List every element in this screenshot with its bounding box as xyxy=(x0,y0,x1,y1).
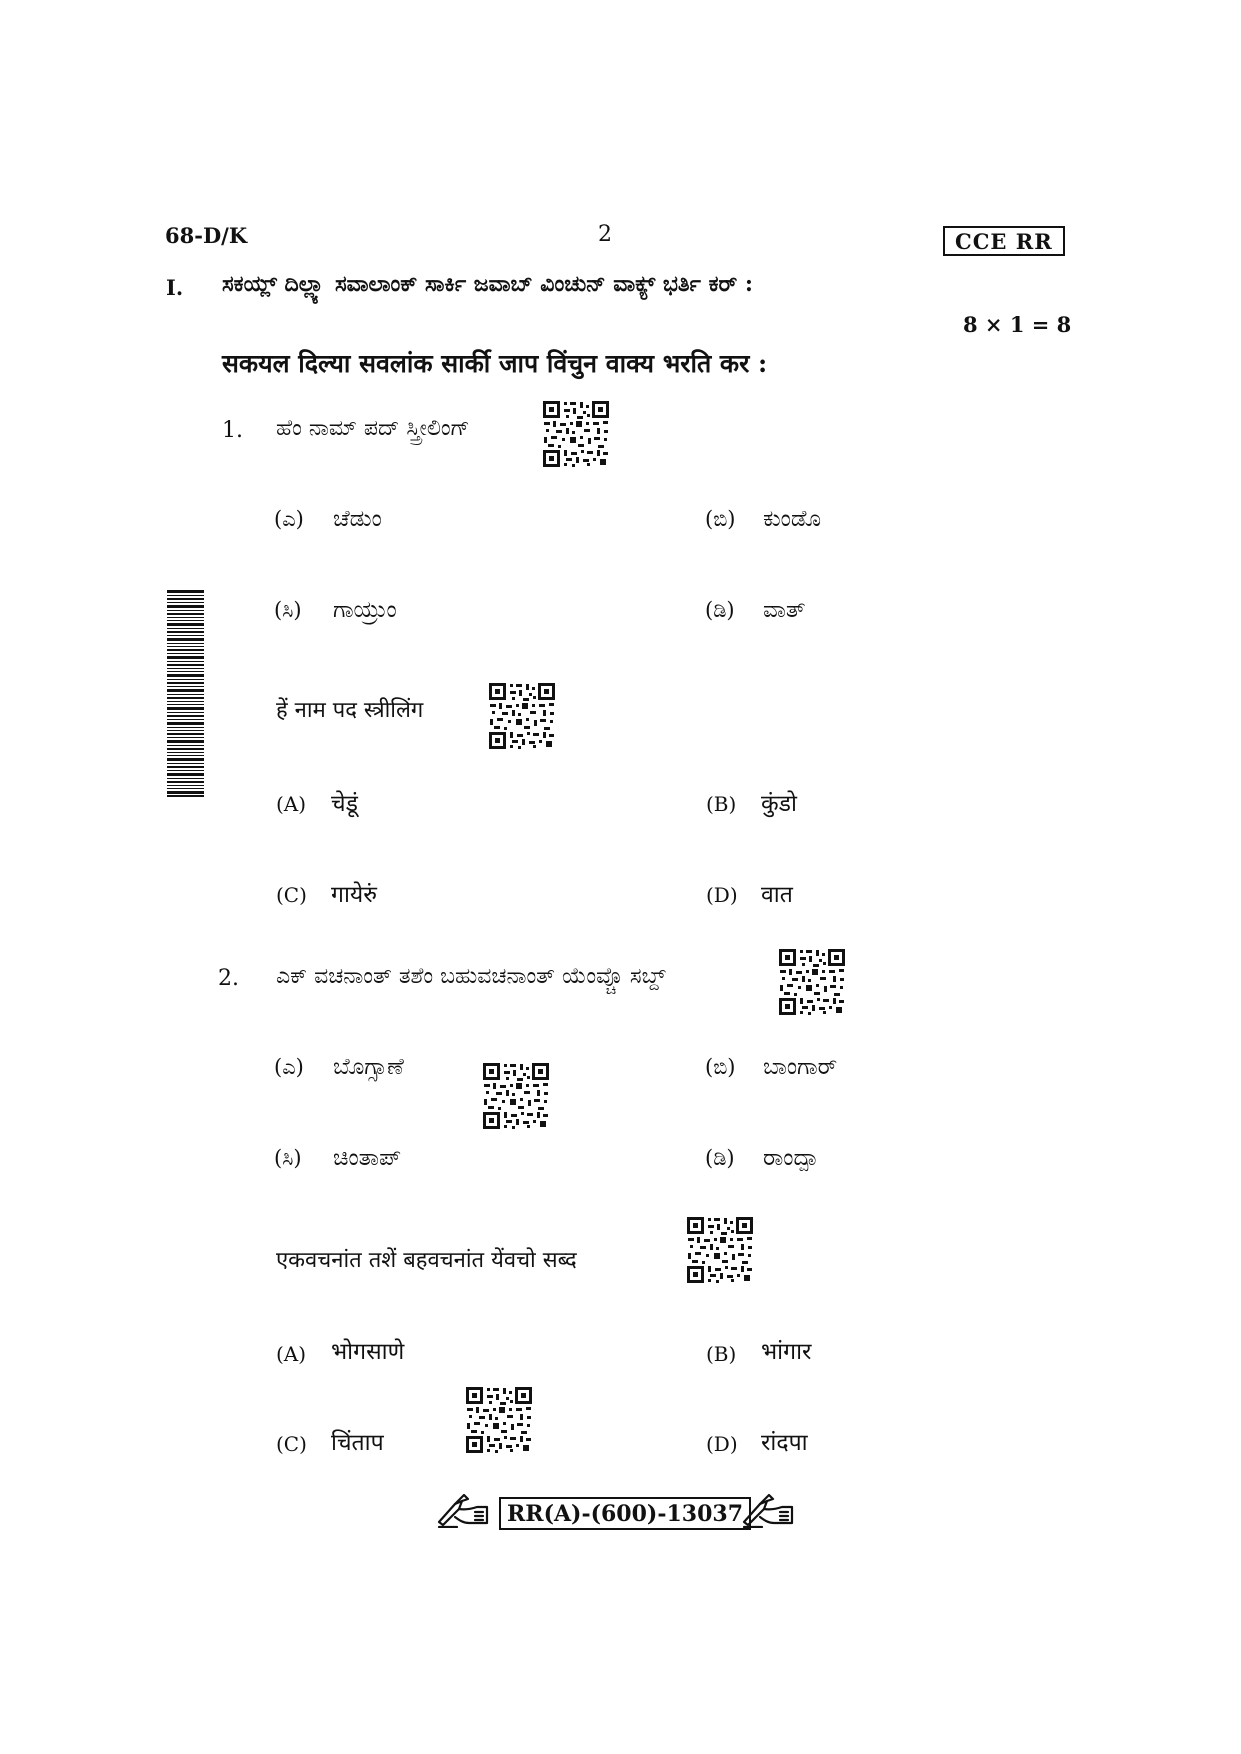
section-instruction-devanagari: सकयल दिल्या सवलांक सार्की जाप विंचुन वाक्य भरति कर : xyxy=(222,349,768,378)
question-2-text-devanagari: एकवचनांत तशें बहवचनांत येंवचो सब्द xyxy=(276,1248,577,1273)
q2-option-b-text: भांगार xyxy=(761,1339,812,1365)
qr-code-icon xyxy=(482,1062,550,1130)
q1-option-b-label: (B) xyxy=(706,792,737,816)
qr-code-icon xyxy=(778,948,846,1016)
exam-code-box: CCE RR xyxy=(943,226,1065,256)
paper-code: 68-D/K xyxy=(165,223,248,248)
q1-option-d-label-kannada: (ಡಿ) xyxy=(705,598,735,622)
q1-option-d-text-kannada: ವಾತ್ xyxy=(763,597,806,623)
qr-code-icon xyxy=(465,1386,533,1454)
writing-hand-icon xyxy=(740,1488,796,1528)
q2-option-d-label: (D) xyxy=(706,1432,738,1456)
section-instruction-kannada: ಸಕಯ್ಲ್ ದಿಲ್ಲ್ಯಾ ಸವಾಲಾಂಕ್ ಸಾರ್ಕಿ ಜವಾಬ್ ವಿಂಚುನ್ ವಾಕ್ಯ್ ಭರ್ತಿ ಕರ್ : xyxy=(222,271,754,297)
q2-option-c-label-kannada: (ಸಿ) xyxy=(274,1146,302,1170)
question-1-number: 1. xyxy=(222,418,243,443)
q1-option-c-text: गायेरुं xyxy=(331,882,377,908)
question-2-number: 2. xyxy=(218,966,239,991)
q2-option-c-text-kannada: ಚಿಂತಾಪ್ xyxy=(333,1145,402,1171)
section-marks: 8 × 1 = 8 xyxy=(963,312,1072,337)
qr-code-icon xyxy=(488,682,556,750)
question-1-text-kannada: ಹೆಂ ನಾಮ್ ಪದ್ ಸ್ತ್ರೀಲಿಂಗ್ xyxy=(276,416,470,441)
q1-option-a-label: (A) xyxy=(276,792,307,816)
q1-option-a-text-kannada: ಚೆಡುಂ xyxy=(333,506,382,532)
question-2-text-kannada: ಎಕ್ ವಚನಾಂತ್ ತಶೆಂ ಬಹುವಚನಾಂತ್ ಯೆಂವ್ಚೊ ಸಬ್ದ್ xyxy=(276,964,666,989)
q2-option-d-text: रांदपा xyxy=(761,1430,808,1456)
q2-option-b-label-kannada: (ಬಿ) xyxy=(705,1055,736,1079)
q1-option-a-text: चेडूं xyxy=(331,791,358,817)
section-number: I. xyxy=(166,275,184,300)
q2-option-a-text-kannada: ಬೊಗ್ಸಾಣೆ xyxy=(333,1054,404,1080)
q1-option-c-label-kannada: (ಸಿ) xyxy=(274,598,302,622)
qr-code-icon xyxy=(542,400,610,468)
q2-option-a-label: (A) xyxy=(276,1342,307,1366)
q1-option-d-label: (D) xyxy=(706,883,738,907)
q1-option-b-label-kannada: (ಬಿ) xyxy=(705,507,736,531)
footer-code-box: RR(A)-(600)-13037 xyxy=(499,1497,751,1530)
q1-option-a-label-kannada: (ಎ) xyxy=(274,507,304,531)
q2-option-b-label: (B) xyxy=(706,1342,737,1366)
q2-option-c-label: (C) xyxy=(276,1432,307,1456)
writing-hand-icon xyxy=(435,1488,491,1528)
page-number: 2 xyxy=(598,222,612,247)
q1-option-b-text: कुंडो xyxy=(761,791,797,817)
q1-option-b-text-kannada: ಕುಂಡೊ xyxy=(763,506,822,532)
q2-option-d-label-kannada: (ಡಿ) xyxy=(705,1146,735,1170)
q2-option-d-text-kannada: ರಾಂದ್ಪಾ xyxy=(763,1145,819,1171)
barcode-icon xyxy=(167,590,204,797)
qr-code-icon xyxy=(686,1216,754,1284)
q1-option-d-text: वात xyxy=(761,882,793,908)
q1-option-c-label: (C) xyxy=(276,883,307,907)
q2-option-b-text-kannada: ಬಾಂಗಾರ್ xyxy=(763,1054,838,1080)
q2-option-a-label-kannada: (ಎ) xyxy=(274,1055,304,1079)
question-1-text-devanagari: हें नाम पद स्त्रीलिंग xyxy=(276,698,424,723)
q1-option-c-text-kannada: ಗಾಯ್ರುಂ xyxy=(333,597,397,623)
q2-option-c-text: चिंताप xyxy=(331,1430,384,1456)
q2-option-a-text: भोगसाणे xyxy=(331,1339,405,1365)
